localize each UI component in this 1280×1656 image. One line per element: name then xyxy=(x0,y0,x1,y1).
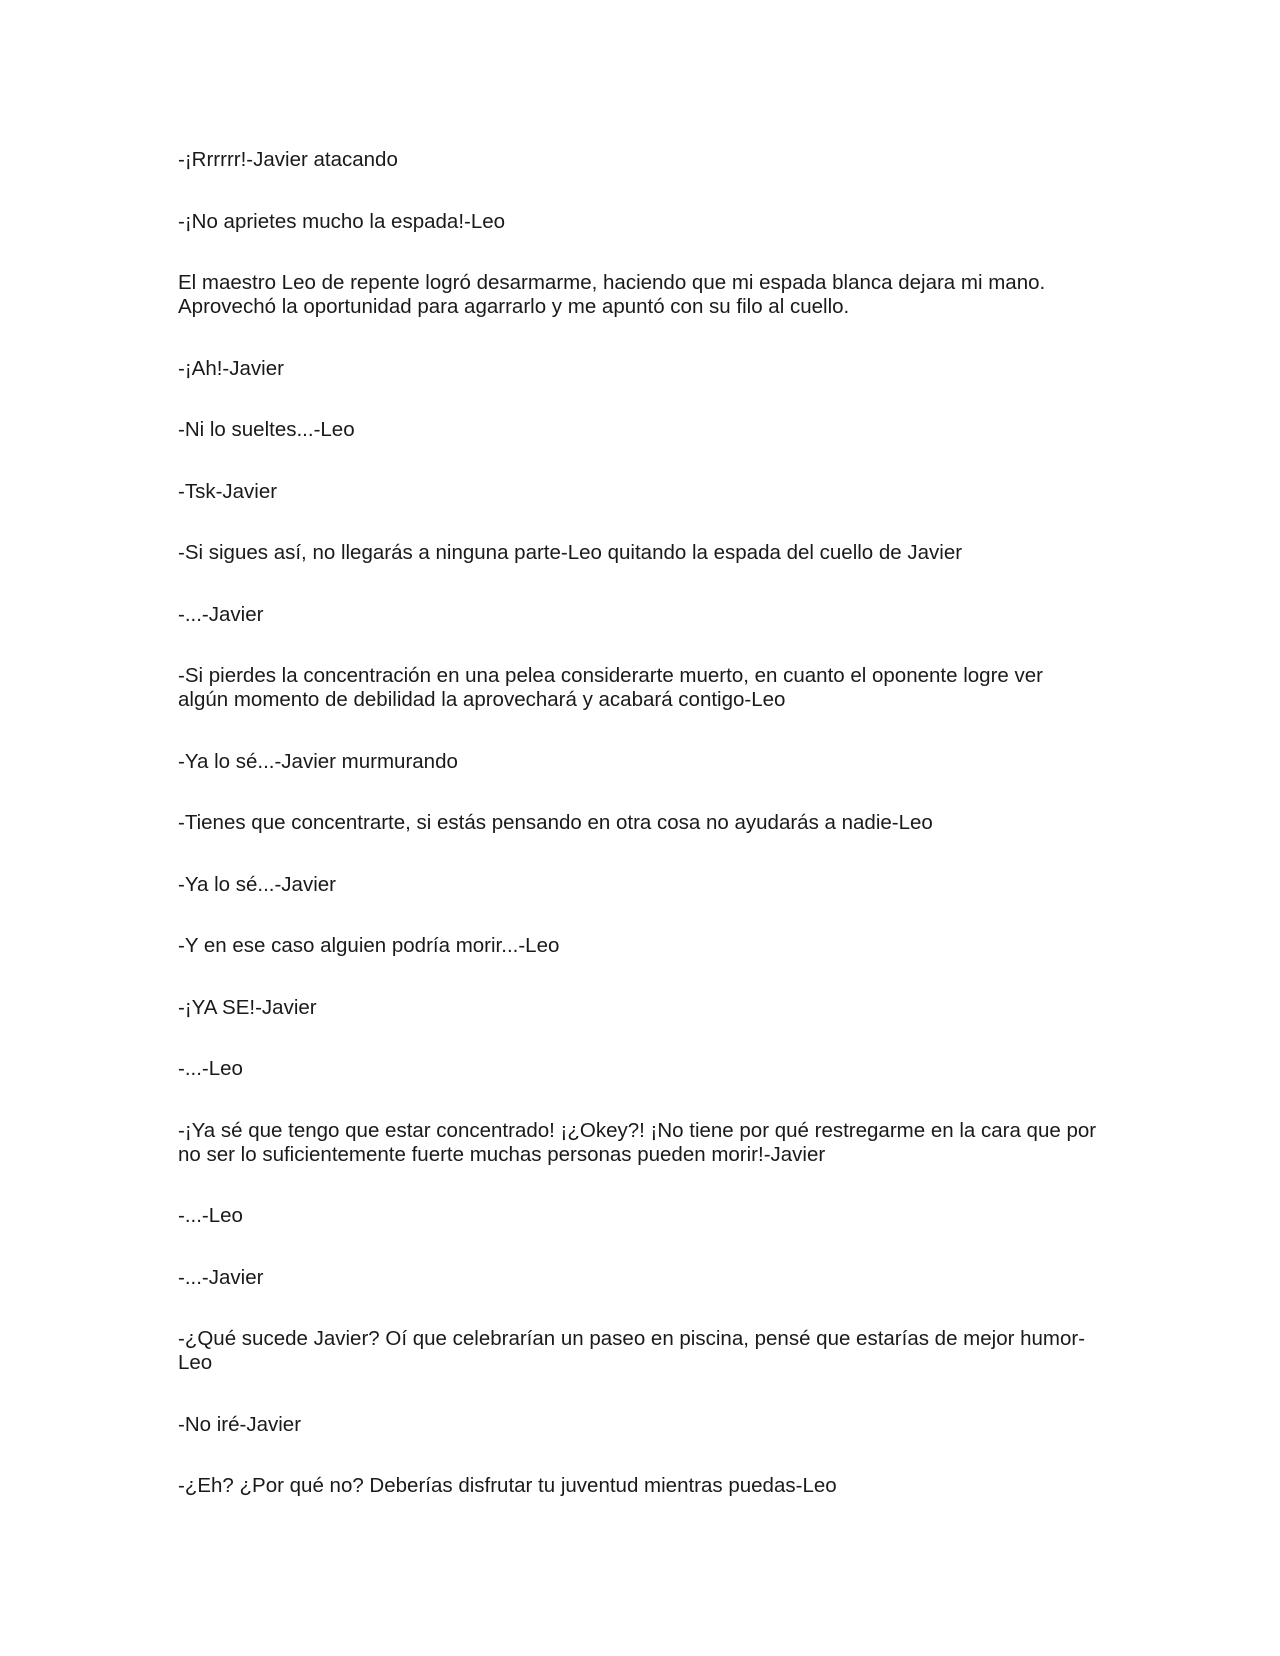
paragraph: -Ya lo sé...-Javier xyxy=(178,872,336,896)
paragraph: -...-Javier xyxy=(178,602,264,626)
paragraph: -Tienes que concentrarte, si estás pensando en otra cosa no ayudarás a nadie-Leo xyxy=(178,811,933,834)
paragraph: -Si pierdes la concentración en una pelea considerarte muerto, en cuanto el oponente logre ver algún momento de debilidad la aprovechará y acabará contigo-Leo xyxy=(178,664,1043,711)
paragraph: -¡YA SE!-Javier xyxy=(178,995,317,1019)
paragraph: -Tsk-Javier xyxy=(178,479,278,503)
paragraph: -...-Leo xyxy=(178,1057,243,1080)
paragraph: -¡Rrrrrr!-Javier atacando xyxy=(178,148,398,171)
paragraph: El maestro Leo de repente logró desarmarme, haciendo que mi espada blanca dejara mi mano. Aprovechó la oportunidad para agarrarlo y me apuntó con su filo al cuello. xyxy=(178,271,1046,318)
paragraph: -Y en ese caso alguien podría morir...-Leo xyxy=(178,934,560,957)
paragraph: -...-Javier xyxy=(178,1265,264,1289)
paragraph: -Ni lo sueltes...-Leo xyxy=(178,418,355,441)
paragraph: -No iré-Javier xyxy=(178,1412,302,1436)
document-body xyxy=(178,148,1098,1536)
paragraph: -...-Leo xyxy=(178,1204,243,1227)
paragraph: -¡No aprietes mucho la espada!-Leo xyxy=(178,209,506,233)
paragraph: -Si sigues así, no llegarás a ninguna parte-Leo quitando la espada del cuello de Javier xyxy=(178,541,963,564)
paragraph: -¿Qué sucede Javier? Oí que celebrarían un paseo en piscina, pensé que estarías de mejor humor-Leo xyxy=(178,1327,1086,1374)
paragraph: -¡Ya sé que tengo que estar concentrado! ¡¿Okey?! ¡No tiene por qué restregarme en la cara que por no ser lo suficientemente fuerte muchas personas pueden morir!-Javier xyxy=(178,1118,1097,1166)
paragraph: -¿Eh? ¿Por qué no? Deberías disfrutar tu juventud mientras puedas-Leo xyxy=(178,1474,837,1497)
paragraph: -¡Ah!-Javier xyxy=(178,356,284,380)
paragraph: -Ya lo sé...-Javier murmurando xyxy=(178,749,458,773)
